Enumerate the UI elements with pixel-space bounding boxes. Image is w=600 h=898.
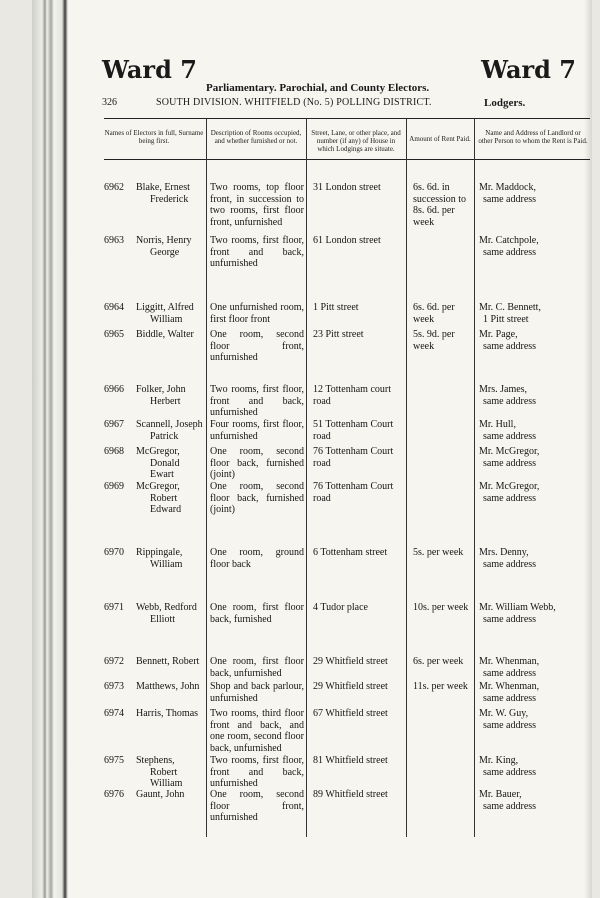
landlord bbox=[479, 302, 589, 325]
lodging-address: 51 Tottenham Court road bbox=[313, 419, 394, 442]
elector-name-line: Bennett, Robert bbox=[136, 656, 200, 667]
section-title: Lodgers. bbox=[484, 97, 526, 109]
room-description: One unfurnished room, first floor front bbox=[210, 302, 304, 325]
elector-number: 6975 bbox=[104, 755, 124, 766]
landlord bbox=[479, 329, 589, 352]
column-divider bbox=[474, 119, 475, 837]
elector-name-line: Biddle, Walter bbox=[136, 329, 194, 340]
elector-number: 6969 bbox=[104, 481, 124, 492]
landlord bbox=[479, 547, 589, 570]
elector-name-line: Edward bbox=[150, 504, 182, 515]
lodging-address: 61 London street bbox=[313, 235, 381, 246]
room-description: Four rooms, first floor, unfurnished bbox=[210, 419, 304, 442]
landlord-line: same address bbox=[483, 667, 537, 679]
rent-paid: 5s. 9d. per week bbox=[413, 329, 455, 352]
landlord-line: Mr. McGregor, bbox=[479, 481, 540, 492]
room-description: One room, first floor back, furnished bbox=[210, 602, 304, 625]
landlord bbox=[479, 789, 589, 812]
elector-name-line: Elliott bbox=[150, 613, 175, 625]
landlord-line: Mr. McGregor, bbox=[479, 446, 540, 457]
elector-name-line: Frederick bbox=[150, 193, 189, 205]
elector-name-line: Harris, Thomas bbox=[136, 708, 199, 719]
elector-name-line: Liggitt, Alfred bbox=[136, 302, 194, 313]
rent-paid: 6s. per week bbox=[413, 656, 464, 667]
landlord-line: Mr. King, bbox=[479, 755, 519, 766]
landlord-line: Mr. William Webb, bbox=[479, 602, 556, 613]
lodging-address: 29 Whitfield street bbox=[313, 681, 388, 692]
landlord-line: same address bbox=[483, 800, 537, 812]
lodging-address: 12 Tottenham court road bbox=[313, 384, 391, 407]
landlord bbox=[479, 755, 589, 778]
landlord-line: same address bbox=[483, 558, 537, 570]
room-description: Two rooms, first floor, front and back, unfurnished bbox=[210, 235, 304, 269]
lodging-address: 23 Pitt street bbox=[313, 329, 364, 340]
landlord bbox=[479, 708, 589, 731]
page-number: 326 bbox=[102, 97, 117, 108]
landlord-line: same address bbox=[483, 492, 537, 504]
elector-number: 6973 bbox=[104, 681, 124, 692]
electors-table bbox=[104, 118, 590, 837]
room-description: Two rooms, first floor, front and back, unfurnished bbox=[210, 384, 304, 418]
column-header-description: Description of Rooms occupied, and whether furnished or not. bbox=[210, 129, 302, 145]
landlord-line: same address bbox=[483, 766, 537, 778]
room-description: Two rooms, third floor front and back, and one room, second floor back, unfurnished bbox=[210, 708, 304, 754]
elector-name-line: Norris, Henry bbox=[136, 235, 192, 246]
lodging-address: 31 London street bbox=[313, 182, 381, 193]
rent-paid: 6s. 6d. per week bbox=[413, 302, 455, 325]
division-title: SOUTH DIVISION. WHITFIELD (No. 5) POLLING DISTRICT. bbox=[156, 97, 432, 108]
landlord bbox=[479, 681, 589, 704]
column-divider bbox=[306, 119, 307, 837]
lodging-address: 76 Tottenham Court road bbox=[313, 446, 394, 469]
landlord-line: Mr. Whenman, bbox=[479, 656, 540, 667]
elector-name-line: Matthews, John bbox=[136, 681, 200, 692]
register-subtitle: Parliamentary. Parochial, and County Electors. bbox=[206, 82, 430, 94]
elector-name-line: William bbox=[150, 558, 183, 570]
landlord-line: Mr. Maddock, bbox=[479, 182, 536, 193]
book-binding bbox=[32, 0, 74, 898]
landlord-line: same address bbox=[483, 613, 537, 625]
elector-name-line: Stephens, bbox=[136, 755, 175, 766]
landlord bbox=[479, 384, 589, 407]
landlord bbox=[479, 235, 589, 258]
landlord bbox=[479, 446, 589, 469]
elector-name-line: William bbox=[150, 313, 183, 325]
elector-name-line: Rippingale, bbox=[136, 547, 183, 558]
elector-name-line: McGregor, bbox=[136, 446, 180, 457]
landlord-line: Mr. Page, bbox=[479, 329, 518, 340]
landlord bbox=[479, 481, 589, 504]
lodging-address: 89 Whitfield street bbox=[313, 789, 388, 800]
landlord-line: same address bbox=[483, 193, 537, 205]
landlord-line: Mr. Hull, bbox=[479, 419, 516, 430]
landlord-line: same address bbox=[483, 246, 537, 258]
landlord-line: same address bbox=[483, 430, 537, 442]
landlord-line: same address bbox=[483, 395, 537, 407]
landlord-line: Mr. C. Bennett, bbox=[479, 302, 541, 313]
rent-paid: 11s. per week bbox=[413, 681, 468, 692]
landlord-line: same address bbox=[483, 692, 537, 704]
elector-name-line: Ewart bbox=[150, 469, 174, 480]
landlord-line: same address bbox=[483, 719, 537, 731]
elector-number: 6967 bbox=[104, 419, 124, 430]
elector-number: 6968 bbox=[104, 446, 124, 457]
room-description: Two rooms, top floor front, in succession to two rooms, first floor front, unfurnished bbox=[210, 182, 304, 228]
landlord bbox=[479, 419, 589, 442]
elector-number: 6971 bbox=[104, 602, 124, 613]
landlord-line: same address bbox=[483, 340, 537, 352]
elector-name-line: George bbox=[150, 246, 180, 258]
landlord bbox=[479, 656, 589, 679]
landlord-line: Mr. Whenman, bbox=[479, 681, 540, 692]
room-description: Two rooms, first floor, front and back, unfurnished bbox=[210, 755, 304, 789]
lodging-address: 76 Tottenham Court road bbox=[313, 481, 394, 504]
elector-name-line: McGregor, bbox=[136, 481, 180, 492]
lodging-address: 6 Tottenham street bbox=[313, 547, 388, 558]
elector-number: 6963 bbox=[104, 235, 124, 246]
elector-name-line: Robert bbox=[150, 766, 178, 778]
elector-number: 6964 bbox=[104, 302, 124, 313]
landlord-line: Mr. Catchpole, bbox=[479, 235, 539, 246]
landlord bbox=[479, 182, 589, 205]
lodging-address: 29 Whitfield street bbox=[313, 656, 388, 667]
ward-heading-right: Ward 7 bbox=[481, 55, 576, 84]
lodging-address: 1 Pitt street bbox=[313, 302, 359, 313]
room-description: One room, second floor front, unfurnished bbox=[210, 789, 304, 823]
rent-paid: 5s. per week bbox=[413, 547, 464, 558]
rent-paid: 6s. 6d. in succession to 8s. 6d. per week bbox=[413, 182, 467, 228]
elector-name-line: Patrick bbox=[150, 430, 179, 442]
landlord-line: 1 Pitt street bbox=[483, 313, 529, 325]
room-description: One room, second floor back, furnished (joint) bbox=[210, 446, 304, 480]
elector-name-line: Scannell, Joseph bbox=[136, 419, 203, 430]
elector-name-line: Folker, John bbox=[136, 384, 186, 395]
lodging-address: 4 Tudor place bbox=[313, 602, 368, 613]
room-description: One room, second floor back, furnished (joint) bbox=[210, 481, 304, 515]
elector-number: 6962 bbox=[104, 182, 124, 193]
elector-name-line: Herbert bbox=[150, 395, 181, 407]
column-divider bbox=[406, 119, 407, 837]
landlord-line: same address bbox=[483, 457, 537, 469]
elector-name-line: Donald bbox=[150, 457, 180, 469]
rent-paid: 10s. per week bbox=[413, 602, 469, 613]
landlord-line: Mrs. Denny, bbox=[479, 547, 529, 558]
elector-number: 6970 bbox=[104, 547, 124, 558]
landlord-line: Mrs. James, bbox=[479, 384, 528, 395]
elector-number: 6965 bbox=[104, 329, 124, 340]
column-header-landlord: Name and Address of Landlord or other Person to whom the Rent is Paid. bbox=[478, 129, 588, 145]
elector-name-line: Blake, Ernest bbox=[136, 182, 190, 193]
elector-number: 6972 bbox=[104, 656, 124, 667]
column-header-name: Names of Electors in full, Surname being first. bbox=[104, 129, 204, 145]
elector-number: 6966 bbox=[104, 384, 124, 395]
elector-name-line: Webb, Redford bbox=[136, 602, 197, 613]
elector-name-line: William bbox=[150, 778, 183, 789]
landlord-line: Mr. W. Guy, bbox=[479, 708, 529, 719]
lodging-address: 67 Whitfield street bbox=[313, 708, 388, 719]
landlord bbox=[479, 602, 589, 625]
column-header-rent: Amount of Rent Paid. bbox=[409, 135, 471, 143]
elector-number: 6976 bbox=[104, 789, 124, 800]
ward-heading-left: Ward 7 bbox=[102, 55, 197, 84]
elector-number: 6974 bbox=[104, 708, 124, 719]
elector-name-line: Gaunt, John bbox=[136, 789, 185, 800]
column-header-street: Street, Lane, or other place, and number (if any) of House in which Lodgings are situate. bbox=[311, 129, 401, 153]
elector-name-line: Robert bbox=[150, 492, 178, 504]
room-description: One room, first floor back, unfurnished bbox=[210, 656, 304, 679]
room-description: One room, ground floor back bbox=[210, 547, 304, 570]
landlord-line: Mr. Bauer, bbox=[479, 789, 522, 800]
room-description: One room, second floor front, unfurnished bbox=[210, 329, 304, 363]
header-rule bbox=[104, 159, 590, 160]
lodging-address: 81 Whitfield street bbox=[313, 755, 388, 766]
room-description: Shop and back parlour, unfurnished bbox=[210, 681, 304, 704]
